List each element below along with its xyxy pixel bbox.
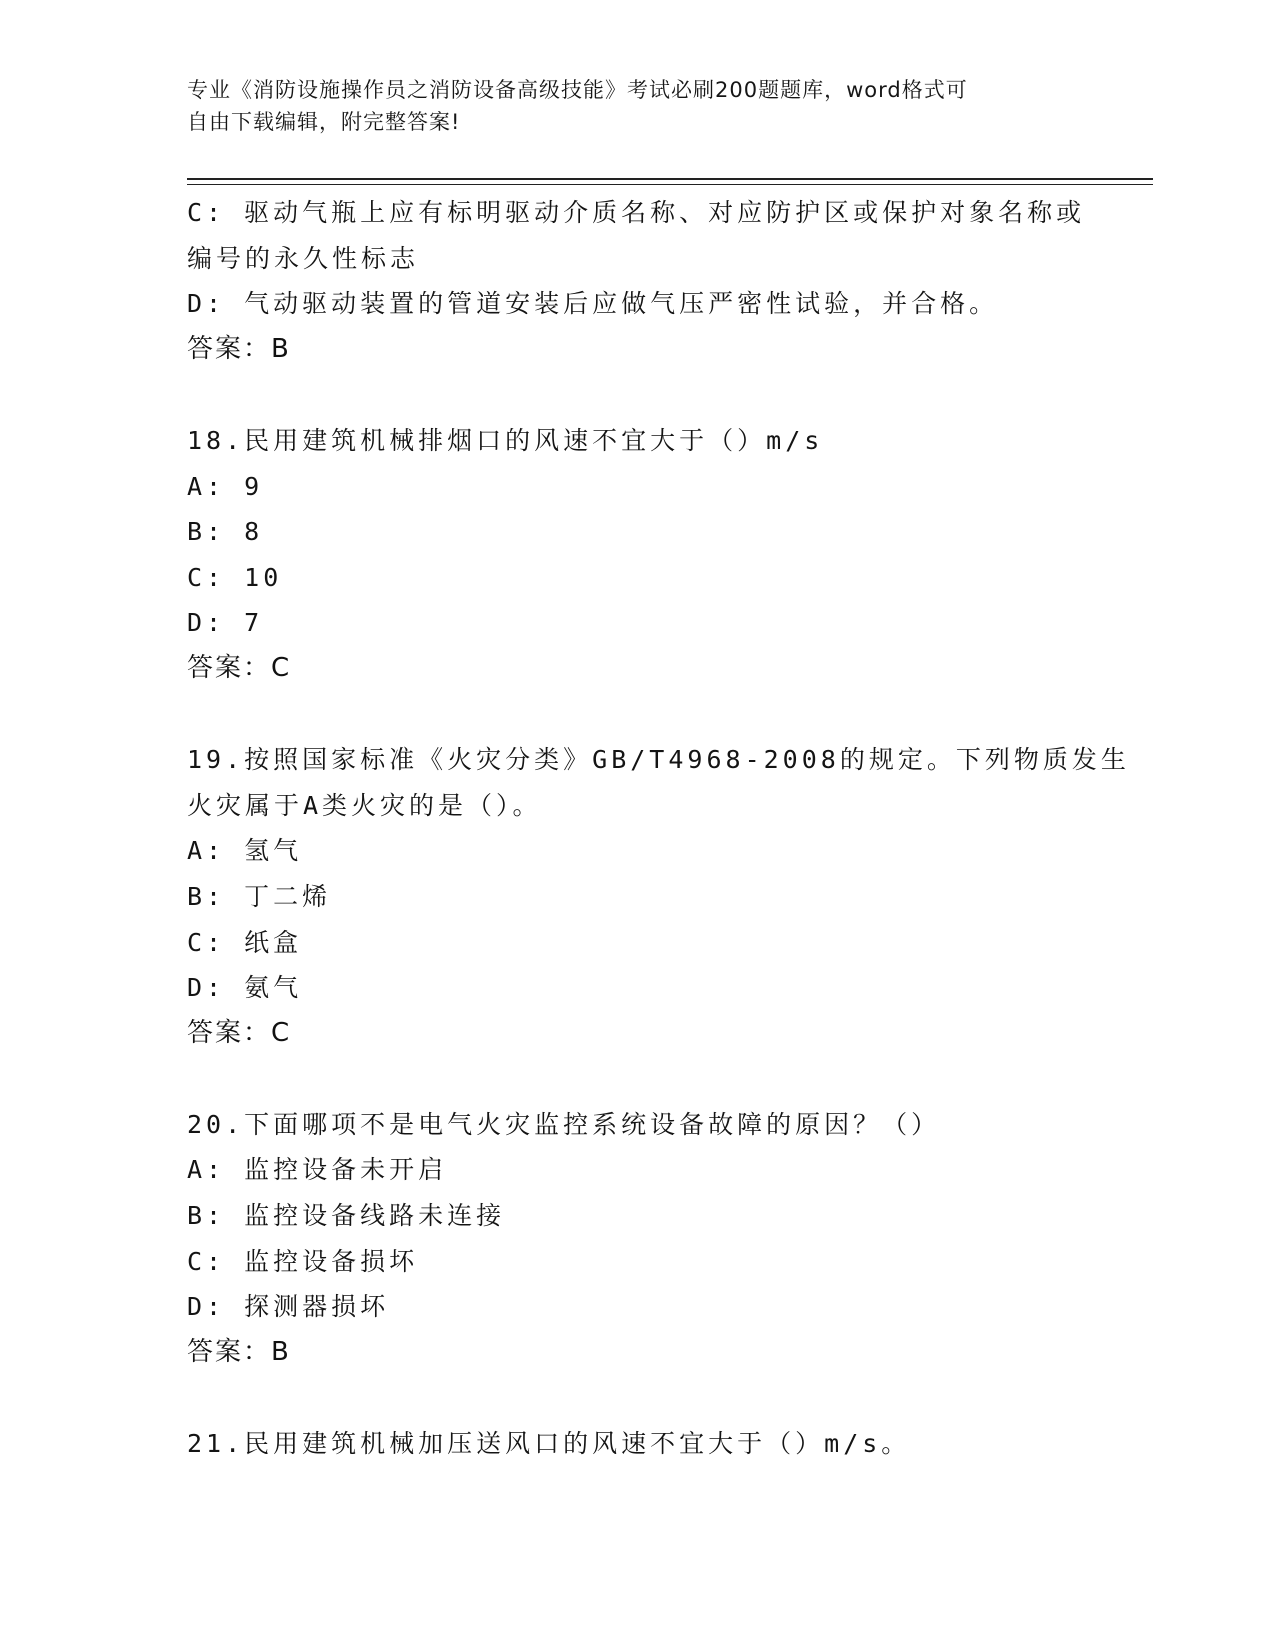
question-18-block (187, 418, 1107, 692)
q19-option-c: C: 纸盒 (187, 927, 303, 957)
q17-option-d: D: 气动驱动装置的管道安装后应做气压严密性试验，并合格。 (187, 289, 999, 319)
q20-option-b: B: 监控设备线路未连接 (187, 1201, 506, 1231)
q18-option-a: A: 9 (187, 471, 264, 501)
header-rule-thin (187, 184, 1153, 185)
q20-option-c: C: 监控设备损坏 (187, 1246, 419, 1276)
question-20-block (187, 1102, 1107, 1376)
q19-stem-line-2: 火灾属于A类火灾的是（）。 (187, 790, 542, 820)
spacer (187, 372, 1107, 418)
q17-option-c-line-2: 编号的永久性标志 (187, 243, 420, 273)
header-line-1: 专业《消防设施操作员之消防设备高级技能》考试必刷200题题库，word格式可 (187, 78, 968, 102)
q18-option-d: D: 7 (187, 608, 264, 638)
q19-option-d: D: 氨气 (187, 973, 303, 1003)
question-21-block (187, 1421, 1107, 1467)
q19-answer: 答案：C (187, 1017, 292, 1048)
q19-option-b: B: 丁二烯 (187, 881, 332, 911)
q20-answer: 答案：B (187, 1336, 291, 1367)
question-19-block (187, 737, 1130, 1056)
spacer (187, 1056, 1107, 1102)
q18-answer: 答案：C (187, 652, 292, 683)
q18-option-b: B: 8 (187, 517, 264, 547)
q18-option-c: C: 10 (187, 562, 283, 592)
q21-stem: 21.民用建筑机械加压送风口的风速不宜大于（）m/s。 (187, 1429, 911, 1459)
spacer (187, 692, 1107, 738)
q20-option-d: D: 探测器损坏 (187, 1292, 390, 1322)
q20-stem: 20.下面哪项不是电气火灾监控系统设备故障的原因？（） (187, 1109, 941, 1139)
q17-answer: 答案：B (187, 333, 291, 364)
spacer (187, 1375, 1107, 1421)
document-header (187, 74, 1067, 138)
q17-option-c-line-1: C: 驱动气瓶上应有标明驱动介质名称、对应防护区或保护对象名称或 (187, 198, 1086, 227)
q20-option-a: A: 监控设备未开启 (187, 1155, 448, 1185)
question-17-block (187, 190, 1107, 372)
header-line-2: 自由下载编辑，附完整答案! (187, 110, 461, 134)
q18-stem: 18.民用建筑机械排烟口的风速不宜大于（）m/s (187, 425, 824, 455)
q19-option-a: A: 氢气 (187, 836, 303, 866)
q19-stem-line-1: 19.按照国家标准《火灾分类》GB/T4968-2008的规定。下列物质发生 (187, 745, 1130, 775)
header-rule-thick (187, 178, 1153, 180)
question-content (187, 190, 1130, 1467)
